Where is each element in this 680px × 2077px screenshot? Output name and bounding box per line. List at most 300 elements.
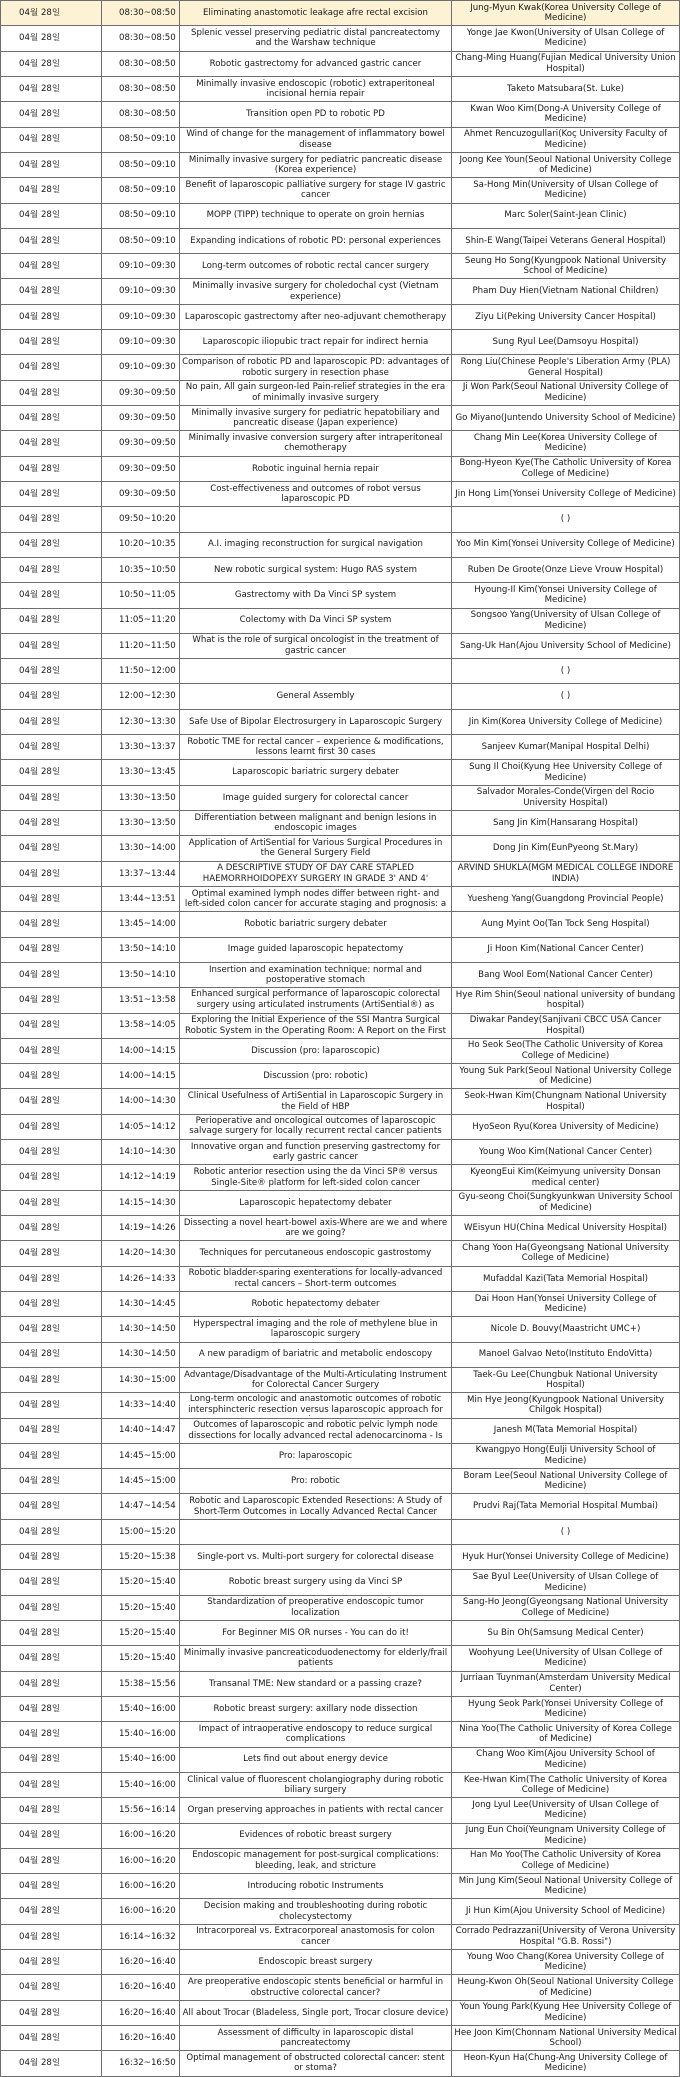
date-cell xyxy=(1,988,102,1013)
speaker-cell-text: Min Jung Kim(Seoul National University College of Medicine) xyxy=(458,1875,673,1897)
date-cell xyxy=(1,1216,102,1241)
time-cell xyxy=(102,1469,180,1494)
time-cell xyxy=(102,532,180,557)
speaker-cell xyxy=(452,76,680,101)
table-row xyxy=(1,861,680,886)
table-row xyxy=(1,1114,680,1139)
speaker-cell xyxy=(452,481,680,506)
time-cell-text: 13:30~13:45 xyxy=(119,767,176,778)
title-cell-text: Gastrectomy with Da Vinci SP system xyxy=(234,590,397,601)
date-cell-text: 04월 28일 xyxy=(19,1146,61,1157)
title-cell xyxy=(180,1646,452,1671)
title-cell-text: Minimally invasive pancreaticoduodenectomy for elderly/frail patients xyxy=(183,1647,448,1669)
table-row xyxy=(1,557,680,582)
speaker-cell xyxy=(452,355,680,380)
speaker-cell-text: Sang-Ho Jeong(Gyeongsang National University College of Medicine) xyxy=(463,1597,668,1618)
speaker-cell xyxy=(452,2026,680,2051)
speaker-cell-text: Yonge Jae Kwon(University of Ulsan College of Medicine) xyxy=(466,27,665,49)
time-cell-text: 14:19~14:26 xyxy=(119,1222,176,1233)
title-cell xyxy=(180,988,452,1013)
time-cell xyxy=(102,406,180,431)
table-row xyxy=(1,1924,680,1949)
speaker-cell-text: Sa-Hong Min(University of Ulsan College of Medicine) xyxy=(473,179,658,201)
table-row xyxy=(1,1038,680,1063)
title-cell-text: Pro: laparoscopic xyxy=(278,1450,353,1461)
date-cell-text: 04월 28일 xyxy=(19,336,61,347)
speaker-cell-text: Prudvi Raj(Tata Memorial Hospital Mumbai) xyxy=(472,1501,659,1512)
date-cell xyxy=(1,532,102,557)
date-cell-text: 04월 28일 xyxy=(19,1577,61,1588)
title-cell xyxy=(180,51,452,76)
time-cell-text: 10:35~10:50 xyxy=(119,564,176,575)
speaker-cell-text: Sung Ryul Lee(Damsoyu Hospital) xyxy=(492,336,639,347)
title-cell xyxy=(180,608,452,633)
title-cell xyxy=(180,1519,452,1544)
title-cell xyxy=(180,1671,452,1696)
date-cell xyxy=(1,406,102,431)
date-cell-text: 04월 28일 xyxy=(19,792,61,803)
date-cell-text: 04월 28일 xyxy=(19,1754,61,1765)
date-cell-text: 04월 28일 xyxy=(19,1425,61,1436)
title-cell xyxy=(180,1899,452,1924)
time-cell-text: 08:30~08:50 xyxy=(119,33,176,44)
schedule-table-body xyxy=(1,1,680,2077)
title-cell-text: Endoscopic breast surgery xyxy=(258,1956,373,1967)
date-cell xyxy=(1,1089,102,1114)
time-cell-text: 14:05~14:12 xyxy=(119,1121,176,1132)
table-row xyxy=(1,2000,680,2025)
time-cell xyxy=(102,76,180,101)
time-cell-text: 09:50~10:20 xyxy=(119,514,176,525)
time-cell-text: 14:30~14:50 xyxy=(119,1349,176,1360)
title-cell-text: Wind of change for the management of inflammatory bowel disease xyxy=(186,129,445,150)
title-cell xyxy=(180,861,452,886)
title-cell xyxy=(180,1950,452,1975)
speaker-cell xyxy=(452,380,680,405)
speaker-cell-text: Young Woo Kim(National Cancer Center) xyxy=(478,1146,653,1157)
title-cell xyxy=(180,1418,452,1443)
speaker-cell-text: Min Hye Jeong(Kyungpook National University Chilgok Hospital) xyxy=(467,1394,664,1416)
speaker-cell-text: Sung Il Choi(Kyung Hee University College of Medicine) xyxy=(469,762,662,783)
title-cell xyxy=(180,684,452,709)
title-cell xyxy=(180,2000,452,2025)
time-cell xyxy=(102,456,180,481)
title-cell xyxy=(180,557,452,582)
date-cell xyxy=(1,51,102,76)
table-row xyxy=(1,1089,680,1114)
speaker-cell xyxy=(452,1114,680,1139)
title-cell xyxy=(180,709,452,734)
speaker-cell-text: Gyu-seong Choi(Sungkyunkwan University School of Medicine) xyxy=(458,1192,673,1213)
speaker-cell-text: Young Suk Park(Seoul National University College of Medicine) xyxy=(459,1065,672,1087)
title-cell xyxy=(180,76,452,101)
speaker-cell-text: Dai Hoon Han(Yonsei University College of Medicine) xyxy=(474,1293,657,1315)
title-cell xyxy=(180,1494,452,1519)
table-row xyxy=(1,912,680,937)
speaker-cell xyxy=(452,1013,680,1038)
date-cell-text: 04월 28일 xyxy=(19,1450,61,1461)
speaker-cell-text: Hee Joon Kim(Chonnam National University Medical School) xyxy=(454,2027,677,2049)
table-row xyxy=(1,127,680,152)
title-cell xyxy=(180,102,452,127)
date-cell xyxy=(1,937,102,962)
time-cell xyxy=(102,380,180,405)
time-cell xyxy=(102,1393,180,1418)
speaker-cell xyxy=(452,633,680,658)
speaker-cell xyxy=(452,1646,680,1671)
time-cell-text: 14:12~14:19 xyxy=(119,1172,176,1183)
speaker-cell-text: Hyoung-Il Kim(Yonsei University College of Medicine) xyxy=(474,584,657,606)
time-cell xyxy=(102,1519,180,1544)
speaker-cell-text: Han Mo Yoo(The Catholic University of Korea College of Medicine) xyxy=(469,1850,662,1871)
speaker-cell xyxy=(452,1443,680,1468)
date-cell-text: 04월 28일 xyxy=(19,1298,61,1309)
date-cell xyxy=(1,912,102,937)
speaker-cell xyxy=(452,1747,680,1772)
time-cell xyxy=(102,203,180,228)
speaker-cell xyxy=(452,1671,680,1696)
table-row xyxy=(1,1848,680,1873)
title-cell xyxy=(180,304,452,329)
date-cell-text: 04월 28일 xyxy=(19,1121,61,1132)
date-cell-text: 04월 28일 xyxy=(19,1703,61,1714)
speaker-cell xyxy=(452,1140,680,1165)
title-cell-text: A DESCRIPTIVE STUDY OF DAY CARE STAPLED HAEMORRHOIDOPEXY SURGERY IN GRADE 3' AND 4' xyxy=(202,863,429,884)
time-cell xyxy=(102,1874,180,1899)
time-cell xyxy=(102,1342,180,1367)
time-cell-text: 14:00~14:15 xyxy=(119,1071,176,1082)
date-cell-text: 04월 28일 xyxy=(19,33,61,44)
speaker-cell-text: Sae Byul Lee(University of Ulsan College of Medicine) xyxy=(472,1572,659,1593)
speaker-cell-text: Ahmet Rencuzogullari(Koç University Faculty of Medicine) xyxy=(463,129,667,150)
speaker-cell-text: Woohyung Lee(University of Ulsan College of Medicine) xyxy=(468,1647,663,1669)
speaker-cell xyxy=(452,1317,680,1342)
title-cell-text: Robotic hepatectomy debater xyxy=(251,1298,380,1309)
speaker-cell xyxy=(452,1545,680,1570)
date-cell-text: 04월 28일 xyxy=(19,1172,61,1183)
speaker-cell-text: HyoSeon Ryu(Korea University of Medicine) xyxy=(472,1121,659,1132)
speaker-cell-text: Jurriaan Tuynman(Amsterdam University Medical Center) xyxy=(460,1673,671,1694)
time-cell-text: 14:15~14:30 xyxy=(119,1197,176,1208)
date-cell xyxy=(1,1595,102,1620)
title-cell xyxy=(180,1975,452,2000)
speaker-cell xyxy=(452,659,680,684)
table-row xyxy=(1,26,680,51)
table-row xyxy=(1,735,680,760)
title-cell-text: Robotic TME for rectal cancer – experience & modifications, lessons learnt first 30 cases xyxy=(187,736,444,758)
time-cell-text: 13:30~13:37 xyxy=(119,741,176,752)
speaker-cell xyxy=(452,1924,680,1949)
date-cell-text: 04월 28일 xyxy=(19,109,61,120)
time-cell-text: 13:30~13:50 xyxy=(119,792,176,803)
time-cell xyxy=(102,304,180,329)
date-cell xyxy=(1,76,102,101)
title-cell xyxy=(180,330,452,355)
title-cell xyxy=(180,836,452,861)
table-row xyxy=(1,1621,680,1646)
title-cell xyxy=(180,1140,452,1165)
speaker-cell-text: Heon-Kyun Ha(Chung-Ang University College of Medicine) xyxy=(463,2052,668,2074)
title-cell xyxy=(180,1772,452,1797)
speaker-cell-text: Salvador Morales-Conde(Virgen del Rocio University Hospital) xyxy=(476,787,655,808)
date-cell-text: 04월 28일 xyxy=(19,412,61,423)
date-cell xyxy=(1,1696,102,1721)
title-cell-text: General Assembly xyxy=(276,691,355,702)
date-cell xyxy=(1,1266,102,1291)
title-cell xyxy=(180,1013,452,1038)
table-row xyxy=(1,811,680,836)
time-cell xyxy=(102,1823,180,1848)
title-cell xyxy=(180,633,452,658)
date-cell xyxy=(1,102,102,127)
title-cell-text: Single-port vs. Multi-port surgery for colorectal disease xyxy=(197,1551,434,1562)
time-cell-text: 14:00~14:15 xyxy=(119,1045,176,1056)
title-cell-text: Laparoscopic bariatric surgery debater xyxy=(232,767,399,778)
time-cell-text: 15:40~16:00 xyxy=(119,1779,176,1790)
date-cell-text: 04월 28일 xyxy=(19,261,61,272)
table-row xyxy=(1,1393,680,1418)
date-cell xyxy=(1,304,102,329)
time-cell-text: 13:58~14:05 xyxy=(119,1020,176,1031)
speaker-cell xyxy=(452,1190,680,1215)
date-cell xyxy=(1,836,102,861)
date-cell-text: 04월 28일 xyxy=(19,1349,61,1360)
speaker-cell-text: Rong Liu(Chinese People's Liberation Army (PLA) General Hospital) xyxy=(460,357,671,378)
time-cell xyxy=(102,2000,180,2025)
time-cell xyxy=(102,1140,180,1165)
title-cell-text: Innovative organ and function preserving gastrectomy for early gastric cancer xyxy=(190,1141,441,1163)
date-cell-text: 04월 28일 xyxy=(19,564,61,575)
table-row xyxy=(1,1342,680,1367)
time-cell xyxy=(102,962,180,987)
title-cell-text: A.I. imaging reconstruction for surgical navigation xyxy=(208,539,423,550)
date-cell xyxy=(1,456,102,481)
speaker-cell-text: Shin-E Wang(Taipei Veterans General Hospital) xyxy=(465,235,666,246)
title-cell-text: Discussion (pro: laparoscopic) xyxy=(251,1045,380,1056)
table-row xyxy=(1,1823,680,1848)
time-cell-text: 08:50~09:10 xyxy=(119,159,176,170)
title-cell-text: Robotic bariatric surgery debater xyxy=(244,919,387,930)
time-cell xyxy=(102,2026,180,2051)
time-cell-text: 09:10~09:30 xyxy=(119,336,176,347)
time-cell-text: 08:30~08:50 xyxy=(119,109,176,120)
table-row xyxy=(1,1646,680,1671)
time-cell-text: 14:33~14:40 xyxy=(119,1400,176,1411)
time-cell xyxy=(102,1595,180,1620)
title-cell xyxy=(180,507,452,532)
time-cell-text: 15:38~15:56 xyxy=(119,1678,176,1689)
table-row xyxy=(1,1216,680,1241)
speaker-cell xyxy=(452,608,680,633)
date-cell xyxy=(1,633,102,658)
table-row xyxy=(1,1570,680,1595)
date-cell xyxy=(1,1570,102,1595)
time-cell xyxy=(102,1443,180,1468)
speaker-cell xyxy=(452,1089,680,1114)
title-cell-text: Evidences of robotic breast surgery xyxy=(239,1830,392,1841)
date-cell xyxy=(1,1671,102,1696)
speaker-cell xyxy=(452,886,680,911)
time-cell xyxy=(102,330,180,355)
time-cell-text: 15:20~15:40 xyxy=(119,1627,176,1638)
date-cell xyxy=(1,684,102,709)
speaker-cell xyxy=(452,583,680,608)
time-cell xyxy=(102,912,180,937)
time-cell xyxy=(102,481,180,506)
date-cell xyxy=(1,709,102,734)
title-cell xyxy=(180,279,452,304)
table-row xyxy=(1,962,680,987)
time-cell-text: 08:30~08:50 xyxy=(119,58,176,69)
speaker-cell-text: Bong-Hyeon Kye(The Catholic University of Korea College of Medicine) xyxy=(459,458,672,479)
time-cell-text: 15:40~16:00 xyxy=(119,1703,176,1714)
time-cell xyxy=(102,1266,180,1291)
title-cell-text: Robotic inguinal hernia repair xyxy=(252,463,379,474)
title-cell xyxy=(180,532,452,557)
speaker-cell xyxy=(452,1798,680,1823)
time-cell xyxy=(102,1545,180,1570)
time-cell xyxy=(102,228,180,253)
date-cell-text: 04월 28일 xyxy=(19,1374,61,1385)
date-cell-text: 04월 28일 xyxy=(19,2032,61,2043)
time-cell xyxy=(102,886,180,911)
date-cell xyxy=(1,203,102,228)
title-cell-text: Minimally invasive surgery for choledochal cyst (Vietnam experience) xyxy=(192,281,439,302)
time-cell-text: 16:14~16:32 xyxy=(119,1931,176,1942)
date-cell xyxy=(1,1140,102,1165)
table-row xyxy=(1,1367,680,1392)
date-cell-text: 04월 28일 xyxy=(19,1096,61,1107)
title-cell-text: Robotic anterior resection using the da Vinci SP® versus Single-Site® platform for left-sided colon cancer xyxy=(193,1167,438,1188)
title-cell xyxy=(180,1317,452,1342)
time-cell xyxy=(102,1241,180,1266)
time-cell-text: 16:00~16:20 xyxy=(119,1855,176,1866)
time-cell-text: 13:45~14:00 xyxy=(119,919,176,930)
speaker-cell xyxy=(452,1,680,26)
date-cell xyxy=(1,26,102,51)
speaker-cell xyxy=(452,2000,680,2025)
time-cell xyxy=(102,1975,180,2000)
title-cell xyxy=(180,1621,452,1646)
title-cell xyxy=(180,254,452,279)
time-cell xyxy=(102,1621,180,1646)
speaker-cell-text: Jin Hong Lim(Yonsei University College of Medicine) xyxy=(455,488,676,499)
time-cell-text: 15:20~15:38 xyxy=(119,1551,176,1562)
speaker-cell-text: KyeongEui Kim(Keimyung university Donsan medical center) xyxy=(470,1167,661,1188)
time-cell xyxy=(102,583,180,608)
date-cell xyxy=(1,1823,102,1848)
date-cell-text: 04월 28일 xyxy=(19,615,61,626)
speaker-cell xyxy=(452,1848,680,1873)
date-cell-text: 04월 28일 xyxy=(19,1045,61,1056)
date-cell xyxy=(1,1291,102,1316)
speaker-cell-text: ( ) xyxy=(560,1526,571,1537)
table-row xyxy=(1,406,680,431)
date-cell xyxy=(1,1519,102,1544)
time-cell-text: 16:32~16:50 xyxy=(119,2058,176,2069)
time-cell-text: 16:20~16:40 xyxy=(119,2032,176,2043)
date-cell-text: 04월 28일 xyxy=(19,210,61,221)
time-cell-text: 09:10~09:30 xyxy=(119,286,176,297)
speaker-cell-text: Songsoo Yang(University of Ulsan College of Medicine) xyxy=(470,610,661,631)
speaker-cell-text: Aung Myint Oo(Tan Tock Seng Hospital) xyxy=(481,919,650,930)
speaker-cell-text: Yoo Min Kim(Yonsei University College of Medicine) xyxy=(456,539,675,550)
date-cell xyxy=(1,1038,102,1063)
table-row xyxy=(1,1747,680,1772)
time-cell xyxy=(102,608,180,633)
table-row xyxy=(1,1140,680,1165)
time-cell-text: 14:26~14:33 xyxy=(119,1273,176,1284)
date-cell-text: 04월 28일 xyxy=(19,1551,61,1562)
time-cell-text: 10:20~10:35 xyxy=(119,539,176,550)
title-cell xyxy=(180,937,452,962)
table-row xyxy=(1,709,680,734)
speaker-cell-text: Hyung Seok Park(Yonsei University College of Medicine) xyxy=(467,1698,664,1720)
table-row xyxy=(1,1064,680,1089)
speaker-cell xyxy=(452,1570,680,1595)
speaker-cell xyxy=(452,1823,680,1848)
speaker-cell xyxy=(452,1950,680,1975)
title-cell-text: Insertion and examination technique: normal and postoperative stomach xyxy=(208,964,422,986)
title-cell-text: Techniques for percutaneous endoscopic gastrostomy xyxy=(199,1248,432,1259)
title-cell-text: Colectomy with Da Vinci SP system xyxy=(239,615,392,626)
date-cell xyxy=(1,2026,102,2051)
table-row xyxy=(1,380,680,405)
date-cell-text: 04월 28일 xyxy=(19,235,61,246)
date-cell-text: 04월 28일 xyxy=(19,817,61,828)
date-cell xyxy=(1,1317,102,1342)
time-cell-text: 16:00~16:20 xyxy=(119,1830,176,1841)
title-cell xyxy=(180,659,452,684)
title-cell-text: Application of ArtiSential for Various Surgical Procedures in the General Surgery Field xyxy=(188,837,443,859)
time-cell-text: 11:05~11:20 xyxy=(119,615,176,626)
time-cell-text: 15:20~15:40 xyxy=(119,1653,176,1664)
title-cell-text: Splenic vessel preserving pediatric distal pancreatectomy and the Warshaw technique xyxy=(190,27,441,49)
date-cell xyxy=(1,760,102,785)
title-cell-text: Impact of intraoperative endoscopy to reduce surgical complications xyxy=(198,1723,433,1745)
time-cell xyxy=(102,1570,180,1595)
speaker-cell-text: Hyuk Hur(Yonsei University College of Medicine) xyxy=(462,1551,669,1562)
time-cell-text: 15:40~16:00 xyxy=(119,1729,176,1740)
date-cell xyxy=(1,583,102,608)
time-cell xyxy=(102,1367,180,1392)
time-cell-text: 14:45~15:00 xyxy=(119,1450,176,1461)
speaker-cell xyxy=(452,1291,680,1316)
title-cell-text: Intracorporeal vs. Extracorporeal anastomosis for colon cancer xyxy=(196,1926,435,1947)
title-cell-text: No pain, All gain surgeon-led Pain-relief strategies in the era of minimally invasive surgery xyxy=(185,382,446,403)
speaker-cell xyxy=(452,431,680,456)
title-cell-text: Minimally invasive endoscopic (robotic) extraperitoneal incisional hernia repair xyxy=(196,78,435,100)
speaker-cell xyxy=(452,26,680,51)
speaker-cell-text: Heung-Kwon Oh(Seoul National University College of Medicine) xyxy=(457,1977,674,1998)
title-cell xyxy=(180,1570,452,1595)
date-cell xyxy=(1,659,102,684)
time-cell xyxy=(102,2051,180,2076)
date-cell xyxy=(1,1165,102,1190)
date-cell xyxy=(1,861,102,886)
speaker-cell-text: Boram Lee(Seoul National University College of Medicine) xyxy=(463,1470,668,1492)
time-cell-text: 11:20~11:50 xyxy=(119,640,176,651)
date-cell xyxy=(1,1975,102,2000)
speaker-cell-text: Ji Hun Kim(Ajou University School of Medicine) xyxy=(465,1906,666,1917)
table-row xyxy=(1,228,680,253)
table-row xyxy=(1,785,680,810)
date-cell xyxy=(1,1013,102,1038)
speaker-cell xyxy=(452,456,680,481)
time-cell xyxy=(102,760,180,785)
title-cell-text: Comparison of robotic PD and laparoscopic PD: advantages of robotic surgery in resection phase xyxy=(182,357,449,378)
speaker-cell-text: Sang-Uk Han(Ajou University School of Medicine) xyxy=(459,640,672,651)
